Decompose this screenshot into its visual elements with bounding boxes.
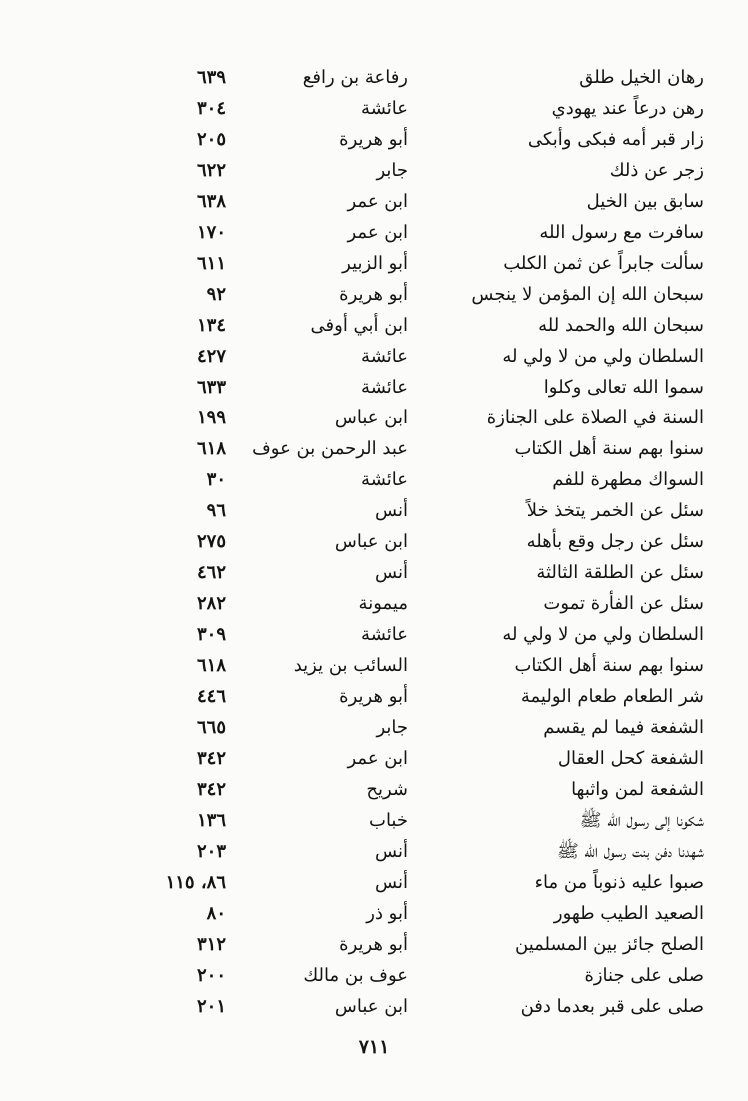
hadith-phrase: سابق بين الخيل [586, 190, 704, 212]
index-row [0, 526, 748, 557]
index-row [0, 186, 748, 217]
narrator-name: جابر [376, 159, 408, 181]
index-row [0, 588, 748, 619]
narrator-name: ابن أبي أوفى [310, 314, 408, 336]
hadith-phrase: السلطان ولي من لا ولي له [502, 345, 704, 367]
narrator-name: خباب [369, 809, 408, 831]
hadith-phrase: السنة في الصلاة على الجنازة [486, 407, 704, 429]
page-ref: ٦١١ [196, 252, 226, 274]
page-ref: ٣٤٢ [196, 747, 226, 769]
page-ref: ٢٧٥ [196, 531, 226, 553]
page-ref: ٢٠١ [196, 995, 226, 1017]
narrator-name: عائشة [361, 97, 408, 119]
narrator-name: رفاعة بن رافع [302, 67, 408, 88]
index-row [0, 929, 748, 960]
index-row [0, 557, 748, 588]
index-row [0, 155, 748, 186]
hadith-phrase: سئل عن رجل وقع بأهله [526, 531, 704, 553]
index-row [0, 433, 748, 464]
page-ref: ٦٦٥ [196, 716, 226, 738]
narrator-name: أبو الزبير [342, 252, 408, 274]
narrator-name: ابن عمر [347, 190, 408, 212]
page-ref: ١٣٦ [196, 809, 226, 831]
narrator-name: أنس [375, 562, 408, 584]
narrator-name: عائشة [361, 376, 408, 398]
index-row [0, 898, 748, 929]
hadith-phrase: شكونا إلى رسول الله ﷺ [579, 809, 704, 831]
page-ref: ٣١٢ [196, 933, 226, 955]
narrator-name: عبد الرحمن بن عوف [252, 438, 408, 460]
page-ref: ٢٠٣ [196, 840, 226, 862]
page-ref: ٦٣٣ [196, 376, 226, 398]
hadith-phrase: السواك مطهرة للفم [552, 469, 704, 491]
index-row [0, 248, 748, 279]
page-ref: ٦١٨ [196, 438, 226, 460]
page-ref: ٤٤٦ [196, 686, 226, 707]
narrator-name: أنس [375, 871, 408, 893]
page-number: ٧١١ [358, 1036, 390, 1058]
hadith-phrase: شر الطعام طعام الوليمة [520, 686, 704, 707]
hadith-phrase: سافرت مع رسول الله [539, 221, 704, 243]
narrator-name: أبو ذر [366, 902, 408, 924]
index-row [0, 712, 748, 743]
page-ref: ١٧٠ [196, 221, 226, 243]
index-row [0, 619, 748, 650]
hadith-phrase: زجر عن ذلك [609, 159, 704, 181]
page-ref: ٨٠ [206, 902, 226, 924]
hadith-phrase: سبحان الله إن المؤمن لا ينجس [471, 283, 704, 305]
page-ref: ٩٢ [206, 283, 226, 305]
hadith-phrase: صلى على جنازة [584, 964, 704, 986]
narrator-name: عائشة [361, 624, 408, 646]
narrator-name: ابن عمر [347, 747, 408, 769]
hadith-phrase: رهن درعاً عند يهودي [551, 97, 704, 119]
index-row [0, 464, 748, 495]
page-ref: ٩٦ [206, 500, 226, 522]
narrator-name: عائشة [361, 345, 408, 367]
page-ref: ٢٨٢ [196, 593, 226, 615]
hadith-phrase: شهدنا دفن بنت رسول الله ﷺ [556, 840, 704, 862]
index-row [0, 124, 748, 155]
narrator-name: ابن عباس [334, 995, 408, 1017]
hadith-phrase: الصلح جائز بين المسلمين [515, 933, 704, 955]
narrator-name: جابر [376, 716, 408, 738]
narrator-name: عوف بن مالك [303, 964, 408, 986]
narrator-name: أنس [375, 500, 408, 522]
hadith-phrase: سنوا بهم سنة أهل الكتاب [514, 438, 704, 460]
narrator-name: ابن عباس [334, 407, 408, 429]
hadith-phrase: سئل عن الفأرة تموت [543, 593, 704, 615]
index-row [0, 991, 748, 1022]
index-row [0, 341, 748, 372]
page-ref: ٢٠٥ [196, 128, 226, 150]
narrator-name: أبو هريرة [339, 128, 408, 150]
page-ref: ١٩٩ [196, 407, 226, 429]
index-row [0, 62, 748, 93]
narrator-name: ميمونة [358, 593, 408, 615]
hadith-phrase: الصعيد الطيب طهور [553, 902, 704, 924]
narrator-name: أنس [375, 840, 408, 862]
page-ref: ٣٠٤ [196, 97, 226, 119]
page-ref: ٣٤٢ [196, 778, 226, 800]
index-row [0, 217, 748, 248]
narrator-name: أبو هريرة [339, 283, 408, 305]
narrator-name: شريح [366, 778, 408, 800]
hadith-phrase: صبوا عليه ذنوباً من ماء [534, 871, 704, 893]
index-row [0, 402, 748, 433]
hadith-phrase: الشفعة كحل العقال [557, 747, 704, 769]
index-row [0, 310, 748, 341]
index-row [0, 372, 748, 403]
hadith-phrase: سئل عن الخمر يتخذ خلاً [526, 500, 704, 522]
index-row [0, 774, 748, 805]
hadith-phrase: سئل عن الطلقة الثالثة [536, 562, 704, 584]
page-ref: ٤٦٢ [196, 562, 226, 584]
hadith-phrase: زار قبر أمه فبكى وأبكى [527, 128, 704, 150]
page-ref: ٤٢٧ [196, 345, 226, 367]
page-ref: ٦٣٩ [196, 67, 226, 88]
narrator-name: ابن عباس [334, 531, 408, 553]
narrator-name: السائب بن يزيد [293, 655, 408, 677]
page-ref: ١٣٤ [196, 314, 226, 336]
page-ref: ٦١٨ [196, 655, 226, 677]
hadith-phrase: الشفعة فيما لم يقسم [543, 716, 704, 738]
index-row [0, 867, 748, 898]
page-ref: ٦٢٢ [196, 159, 226, 181]
index-row [0, 279, 748, 310]
page-ref: ٦٣٨ [196, 190, 226, 212]
page-ref: ٣٠٩ [196, 624, 226, 646]
index-row [0, 805, 748, 836]
index-row [0, 495, 748, 526]
narrator-name: أبو هريرة [339, 933, 408, 955]
hadith-phrase: سموا الله تعالى وكلوا [543, 376, 704, 398]
hadith-phrase: الشفعة لمن واثبها [571, 778, 704, 800]
index-row [0, 960, 748, 991]
page-ref: ٣٠ [206, 469, 226, 491]
index-row [0, 743, 748, 774]
index-row [0, 650, 748, 681]
narrator-name: ابن عمر [347, 221, 408, 243]
narrator-name: عائشة [361, 469, 408, 491]
hadith-phrase: سألت جابراً عن ثمن الكلب [503, 252, 704, 274]
hadith-phrase: صلى على قبر بعدما دفن [520, 995, 704, 1017]
index-row [0, 836, 748, 867]
index-row [0, 681, 748, 712]
page-ref: ٨٦، ١١٥ [165, 871, 226, 893]
hadith-phrase: رهان الخيل طلق [579, 67, 704, 88]
hadith-phrase: سنوا بهم سنة أهل الكتاب [514, 655, 704, 677]
hadith-phrase: السلطان ولي من لا ولي له [502, 624, 704, 646]
index-row [0, 93, 748, 124]
page-ref: ٢٠٠ [196, 964, 226, 986]
hadith-phrase: سبحان الله والحمد لله [538, 314, 704, 336]
narrator-name: أبو هريرة [339, 686, 408, 707]
